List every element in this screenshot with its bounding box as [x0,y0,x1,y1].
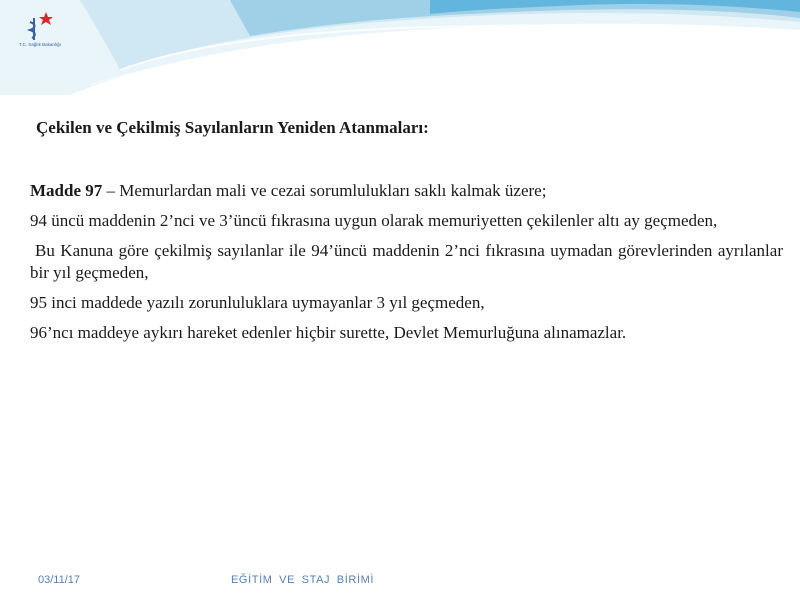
article-number: Madde 97 [30,181,103,200]
header-wave-decoration [0,0,800,100]
paragraph-3: 95 inci maddede yazılı zorunluluklara uymayanlar 3 yıl geçmeden, [30,293,485,312]
ministry-logo [6,4,70,68]
paragraph-madde-97 [30,180,783,202]
paragraph-text: – Memurlardan mali ve cezai sorumlulukları saklı kalmak üzere; [102,181,547,200]
paragraph-1: 94 üncü maddenin 2’nci ve 3’üncü fıkrasına uygun olarak memuriyetten çekilenler altı ay geçmeden, [30,211,718,230]
logo-caption: T.C. Sağlık Bakanlığı [19,42,61,47]
paragraph-2: Bu Kanuna göre çekilmiş sayılanlar ile 94’üncü maddenin 2’nci fıkrasına uymadan görevlerinden ayrılanlar bir yıl geçmeden, [30,241,783,282]
paragraph-4: 96’ncı maddeye aykırı hareket edenler hiçbir surette, Devlet Memurluğuna alınamazlar. [30,323,627,342]
footer-date: 03/11/17 [38,574,81,586]
slide-subtitle: Çekilen ve Çekilmiş Sayılanların Yeniden Atanmaları: [36,118,429,137]
slide-content [30,180,783,352]
footer-unit: EĞİTİM VE STAJ BİRİMİ [231,574,375,586]
